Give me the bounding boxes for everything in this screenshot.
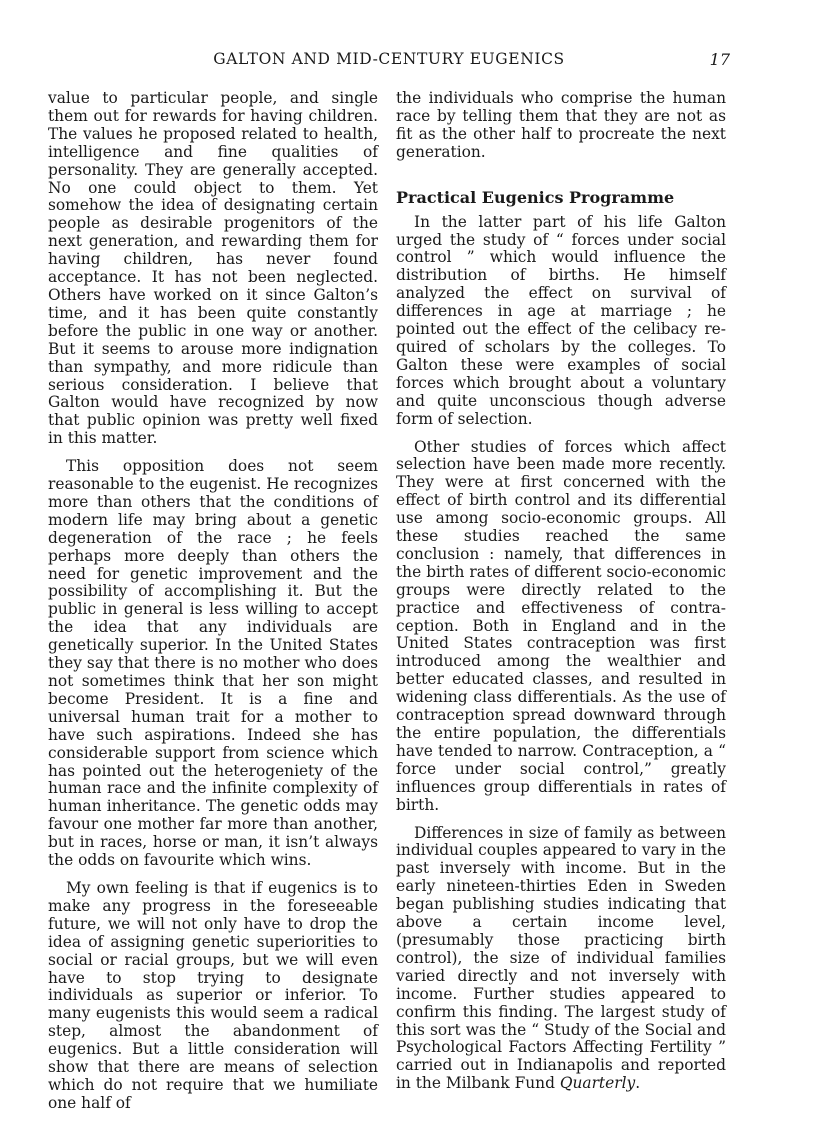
paragraph	[396, 825, 726, 1094]
paragraph: Other studies of forces which affect selection have been made more recently. They were at first concerned with the effect of birth control and its differential use among socio-economic groups. All these studies reached the same conclusion : namely, that differences in the birth rates of different socio-economic groups were directly related to the practice and effectiveness of contraception. Both in England and in the United States contraception was first introduced among the wealthier and better educated classes, and resulted in widening class differentials. As the use of contraception spread downward through the entire population, the differentials have tended to narrow. Contraception, a “ force under social control,” greatly influences group differentials in rates of birth.	[396, 437, 726, 814]
final-punctuation: .	[635, 1074, 641, 1093]
paragraph-text: Differences in size of family as between individual couples appeared to vary in the past inversely with income. But in the early nineteen-thirties Eden in Sweden began publishing studies indicating that above a certain income level, (presumably those practicing birth control), the size of individual families varied directly and not inversely with income. Further studies appeared to confirm this finding. The largest study of this sort was the “ Study of the Social and Psychological Factors Affecting Fertility ” carried out in Indianapolis and reported in the Milbank Fund	[396, 823, 726, 1093]
paragraph: This opposition does not seem reasonable to the eugenist. He recognizes more than others that the conditions of modern life may bring about a genetic degeneration of the race ; he feels perhaps more deeply than others the need for genetic improvement and the possibility of accomplishing it. But the public in general is less willing to accept the idea that any individuals are genetically superior. In the United States they say that there is no mother who does not sometimes think that her son might become President. It is a fine and universal human trait for a mother to have such aspirations. Indeed she has considerable support from science which has pointed out the heterogeniety of the human race and the infinite complexity of human inheritance. The genetic odds may favour one mother far more than another, but in races, horse or man, it isn’t always the odds on favourite which wins.	[48, 457, 378, 870]
journal-title: Quarterly	[559, 1074, 636, 1093]
paragraph-continuation: the individuals who comprise the human race by telling them that they are not as fit as the other half to procreate the next generation.	[396, 89, 726, 161]
section-heading: Practical Eugenics Programme	[396, 187, 675, 207]
left-column	[48, 90, 378, 1123]
running-title: GALTON AND MID-CENTURY EUGENICS	[213, 50, 565, 68]
page-number: 17	[709, 50, 730, 69]
paragraph: My own feeling is that if eugenics is to make any progress in the foreseeable future, we will not only have to drop the idea of assigning genetic superiorities to social or racial groups, but we will even have to stop trying to designate individuals as superior or inferior. To many eugenists this would seem a radical step, almost the abandonment of eugenics. But a little consideration will show that there are means of selection which do not require that we humiliate one half of	[48, 878, 378, 1112]
running-header	[48, 50, 730, 74]
paragraph: In the latter part of his life Galton urged the study of “ forces under social control ” which would influence the distribution of births. He himself analyzed the effect on survival of differences in age at marriage ; he pointed out the effect of the celibacy required of scholars by the colleges. To Galton these were examples of social forces which brought about a voluntary and quite unconscious though adverse form of selection.	[396, 212, 726, 428]
right-column	[396, 90, 726, 1103]
paragraph: value to particular people, and single them out for rewards for having children. The values he proposed related to health, intelligence and fine qualities of personality. They are generally accepted. No one could object to them. Yet somehow the idea of designating certain people as desirable progenitors of the next generation, and rewarding them for having children, has never found acceptance. It has not been neglected. Others have worked on it since Galton’s time, and it has been quite constantly before the public in one way or another. But it seems to arouse more indignation than sympathy, and more ridicule than serious consideration. I believe that Galton would have recognized by now that public opinion was pretty well fixed in this matter.	[48, 89, 378, 448]
